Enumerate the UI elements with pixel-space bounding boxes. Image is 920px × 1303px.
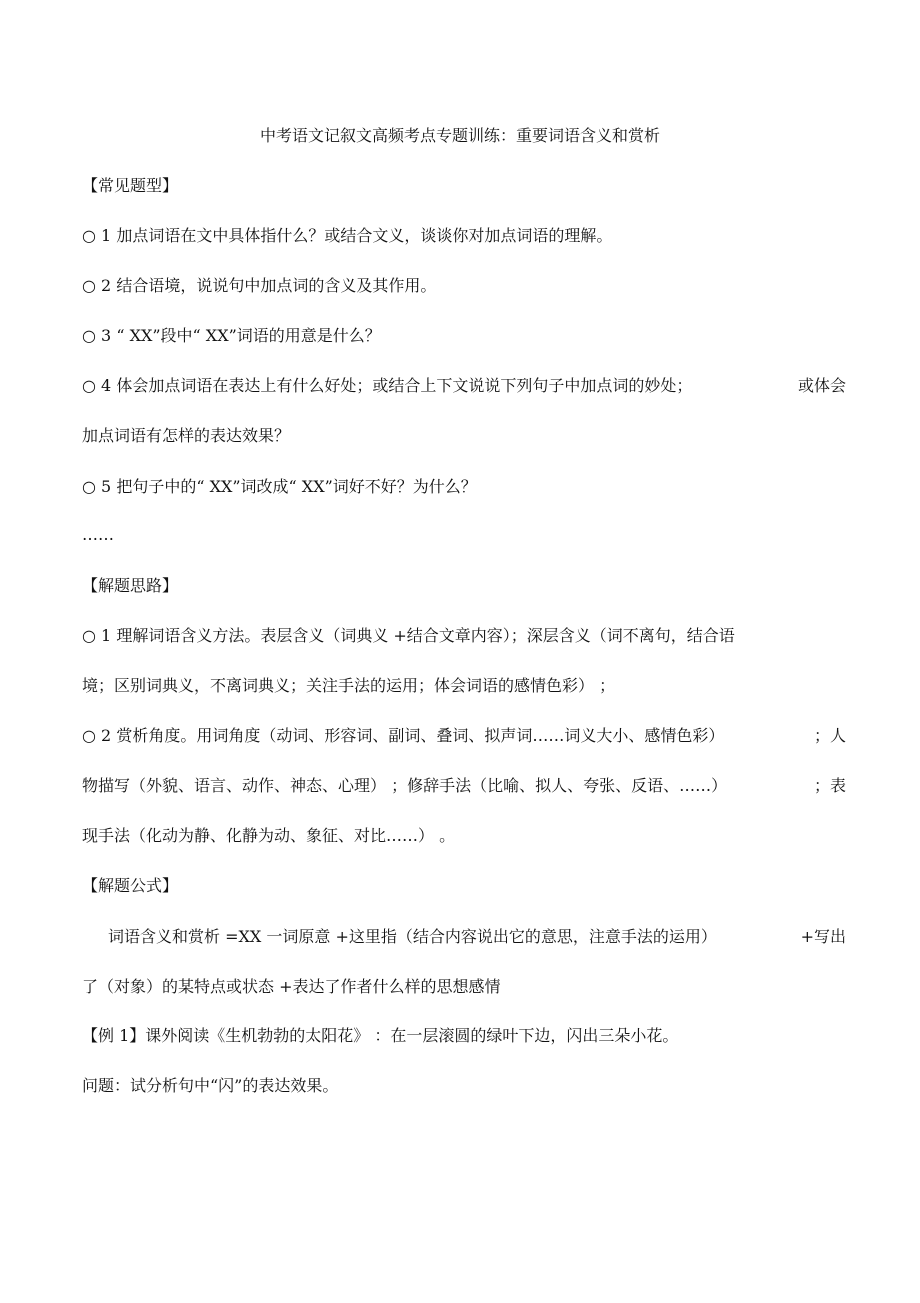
thinking-1-line-1: ○ 1 理解词语含义方法。表层含义（词典义 +结合文章内容）；深层含义（词不离句，结合语: [82, 626, 735, 645]
section-heading-formula: 【解题公式】: [82, 876, 179, 895]
thinking-2-text: ○ 2 赏析角度。用词角度（动词、形容词、副词、叠词、拟声词……词义大小、感情色彩）: [82, 726, 725, 745]
thinking-2-line-3: 现手法（化动为静、化静为动、象征、对比……） 。: [82, 826, 456, 845]
example-label: 【例 1】: [82, 1026, 146, 1045]
formula-line-2: 了（对象）的某特点或状态 +表达了作者什么样的思想感情: [82, 977, 501, 996]
ellipsis: ……: [82, 525, 114, 544]
formula-line-1: [108, 927, 846, 947]
question-type-4-cont: 加点词语有怎样的表达效果？: [82, 426, 291, 445]
example-question: 问题：试分析句中“闪”的表达效果。: [82, 1076, 339, 1095]
formula-tail: +写出: [800, 927, 846, 946]
thinking-1-line-2: 境；区别词典义，不离词典义；关注手法的运用；体会词语的感情色彩） ；: [82, 676, 616, 695]
thinking-2-line-2: [82, 776, 846, 796]
thinking-2-tail-2: ；表: [813, 776, 846, 795]
question-type-4: ○ 4 体会加点词语在表达上有什么好处；或结合上下文说说下列句子中加点词的妙处；: [82, 376, 693, 395]
thinking-2-line-1: [82, 726, 846, 746]
section-heading-common: 【常见题型】: [82, 176, 179, 195]
question-type-3: ○ 3 “ XX”段中“ XX”词语的用意是什么？: [82, 326, 381, 345]
page-title: 中考语文记叙文高频考点专题训练：重要词语含义和赏析: [259, 126, 660, 145]
question-type-1: ○ 1 加点词语在文中具体指什么？或结合文义，谈谈你对加点词语的理解。: [82, 226, 613, 245]
question-type-4-tail: 或体会: [797, 376, 846, 395]
question-type-4-line: [82, 376, 846, 396]
example-text: 课外阅读《生机勃勃的太阳花》 ：在一层滚圆的绿叶下边，闪出三朵小花。: [145, 1026, 679, 1045]
example-line: [82, 1026, 678, 1046]
formula-text: 词语含义和赏析 =XX 一词原意 +这里指（结合内容说出它的意思，注意手法的运用）: [108, 927, 717, 946]
thinking-2-text-2: 物描写（外貌、语言、动作、神态、心理） ；修辞手法（比喻、拟人、夸张、反语、……）: [82, 776, 728, 795]
question-type-5: ○ 5 把句子中的“ XX”词改成“ XX”词好不好？为什么？: [82, 477, 477, 496]
thinking-2-tail: ；人: [813, 726, 846, 745]
question-type-2: ○ 2 结合语境，说说句中加点词的含义及其作用。: [82, 276, 437, 295]
section-heading-thinking: 【解题思路】: [82, 576, 179, 595]
